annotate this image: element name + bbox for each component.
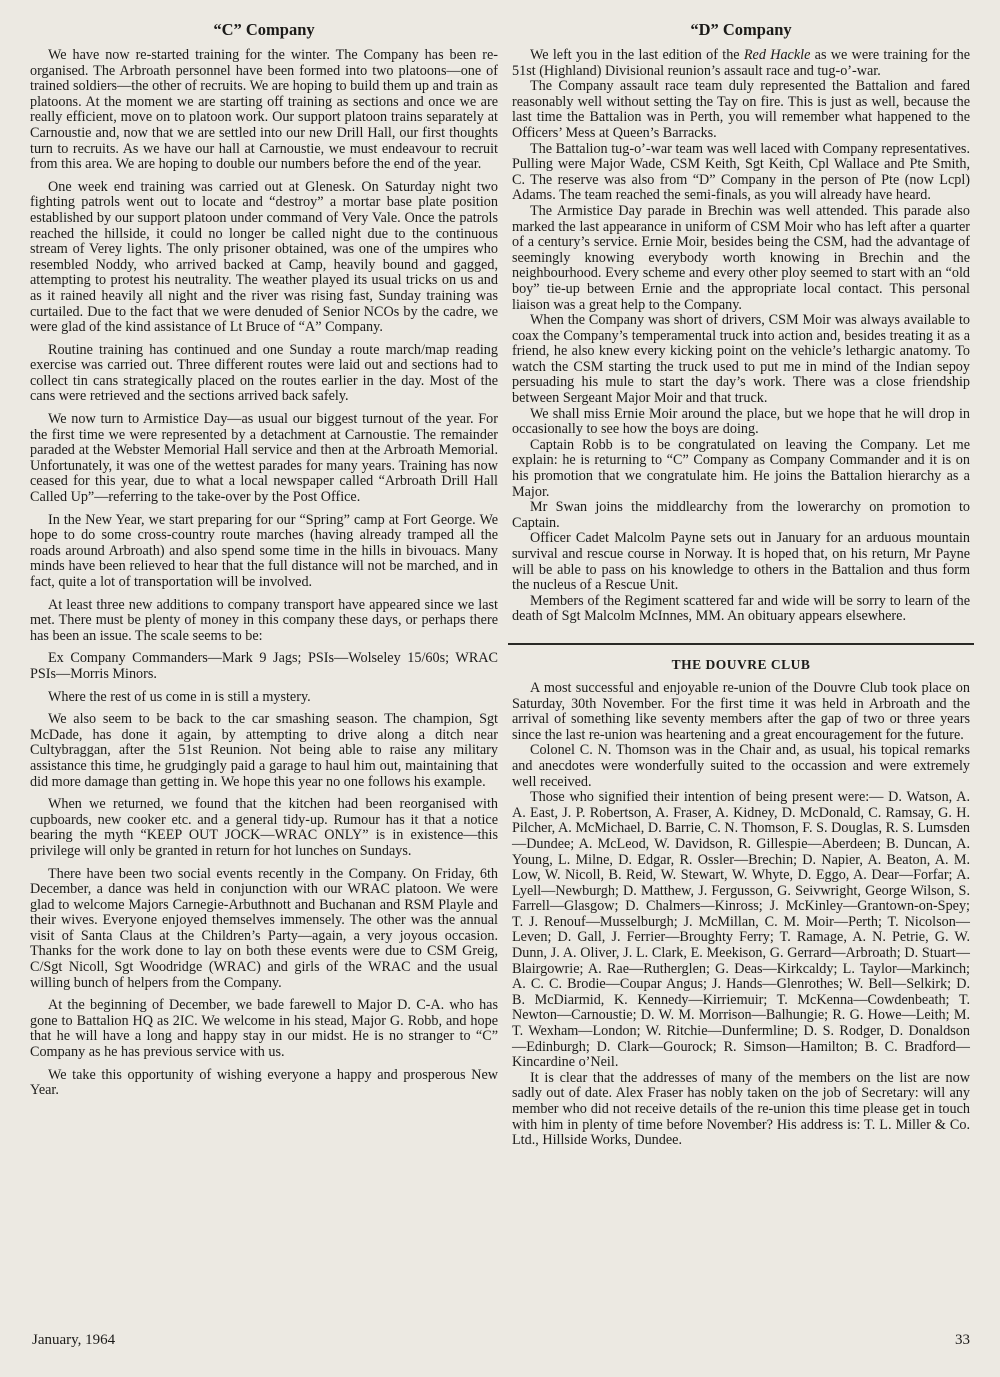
issue-date: January, 1964 (32, 1332, 116, 1348)
douvre-club-heading: THE DOUVRE CLUB (671, 656, 811, 672)
paragraph: Routine training has continued and one Sunday a route march/map reading exercise was carried out. Three different routes were laid out and sections had to collect tin cans strategically placed on the routes earlier in the day. Most of the cans were retrieved and the sections arrived back safely. (30, 341, 498, 405)
d-company-column (512, 20, 970, 1149)
paragraph: When we returned, we found that the kitchen had been reorganised with cupboards, new cooker etc. and a general tidy-up. Rumour has it that a notice bearing the myth “KEEP OUT JOCK—WRAC ONLY” is in existence—this privilege will only be granted in return for hot lunches on Sundays. (30, 796, 498, 859)
intro-text-end: as we were training for the 51st (Highland) Divisional reunion’s assault race and tug-o’-war. (512, 47, 970, 79)
paragraph: We shall miss Ernie Moir around the place, but we hope that he will drop in occasionally to see how the boys are doing. (512, 405, 970, 438)
paragraph: The Company assault race team duly represented the Battalion and fared reasonably well without setting the Tay on fire. This is just as well, because the last time the Battalion was in Perth, you will remember what happened to the Officers’ Mess at Queen’s Barracks. (512, 78, 970, 141)
paragraph: The Battalion tug-o’-war team was well laced with Company representatives. Pulling were Major Wade, CSM Keith, Sgt Keith, Cpl Wallace and Pte Smith, C. The reserve was also from “D” Company in the person of Pte (now Lcpl) Adams. The team reached the semi-finals, as you will already have heard. (512, 140, 970, 204)
paragraph: Mr Swan joins the middlearchy from the lowerarchy on promotion to Captain. (512, 499, 970, 531)
paragraph: We also seem to be back to the car smashing season. The champion, Sgt McDade, has done it again, by attempting to drive along a ditch near Cultybraggan, after the 51st Reunion. Not being able to raise any military assistance this time, he grudgingly paid a garage to haul him out, maintaining that did more damage than getting in. We hope this year no one follows his example. (30, 711, 498, 790)
page-number: 33 (955, 1332, 970, 1348)
paragraph: The Armistice Day parade in Brechin was well attended. This parade also marked the last appearance in uniform of CSM Moir who has left after a quarter of a century’s service. Ernie Moir, besides being the CSM, had the advantage of seemingly knowing everybody worth knowing in Brechin and the neighbourhood. Every scheme and every other ploy seemed to start with an “old boy” tie-up between Ernie and the appropriate local contact. This personal liaison was a great help to the Company. (512, 202, 970, 313)
paragraph: A most successful and enjoyable re-union of the Douvre Club took place on Saturday, 30th November. For the first time it was held in Arbroath and the arrival of something like seventy members after the gap of two or three years since the last re-union was heartening and a great encouragement for the future. (512, 679, 970, 743)
paragraph: Captain Robb is to be congratulated on leaving the Company. Let me explain: he is returning to “C” Company as Company Commander and it is on his promotion that we congratulate him. He joins the Battalion hierarchy as a Major. (512, 436, 970, 500)
attendee-list: Those who signified their intention of being present were:— D. Watson, A. A. East, J. P. Robertson, A. Fraser, A. Kidney, D. McDonald, C. Ramsay, G. H. Pilcher, A. McMichael, D. Barrie, C. N. Thomson, F. S. Douglas, R. S. Lumsden—Dundee; A. McLeod, W. Davidson, R. Gillespie—Aberdeen; B. Duncan, A. Young, L. Milne, D. Edgar, R. Ossler—Brechin; D. Napier, A. Beaton, A. M. Low, W. Nicoll, B. Reid, W. Stewart, W. Whyte, D. Eggo, A. Dear—Forfar; A. Lyell—Newburgh; D. Matthew, J. Fergusson, G. Seivwright, George Wilson, S. Farrell—Glasgow; D. Chalmers—Kinross; J. McKinley—Grantown-on-Spey; T. J. Renouf—Musselburgh; J. McMillan, C. M. Moir—Perth; T. Nicolson—Leven; D. Gall, J. Ferrier—Broughty Ferry; T. Ramage, A. N. Petrie, G. W. Dunn, J. A. Oliver, J. L. Clark, E. Meekison, G. Gerrard—Arbroath; D. Stuart—Blairgowrie; A. Rae—Rutherglen; G. Deas—Kirkcaldy; L. Taylor—Markinch; A. C. C. Brodie—Coupar Angus; J. Hands—Glenrothes; W. Bell—Selkirk; D. B. McDiarmid, K. Kennedy—Kirriemuir; T. McKenna—Cowdenbeath; T. Newton—Carnoustie; D. W. M. Morrison—Balhungie; R. G. Howe—Leith; M. T. Wexham—London; W. Ritchie—Dunfermline; D. S. Rodger, D. Donaldson—Edinburgh; D. Clark—Gourock; R. Simson—Hamilton; B. C. Bradford—Kincardine o’Neil. (512, 789, 970, 1071)
paragraph: Officer Cadet Malcolm Payne sets out in January for an arduous mountain survival and rescue course in Norway. It is hoped that, on his return, Mr Payne will be able to pass on his knowledge to others in the Battalion and thus form the nucleus of a Rescue Unit. (512, 530, 970, 594)
paragraph: We take this opportunity of wishing everyone a happy and prosperous New Year. (30, 1066, 498, 1099)
paragraph: In the New Year, we start preparing for our “Spring” camp at Fort George. We hope to do some cross-country route marches (having already tramped all the roads around Arbroath) and also spend some time in the hills in bivouacs. Many minds have been relieved to hear that the full distance will not be marched, and in fact, quite a lot of transportation will be involved. (30, 511, 498, 590)
paragraph: Colonel C. N. Thomson was in the Chair and, as usual, his topical remarks and anecdotes were wonderfully suited to the occassion and were extremely well received. (512, 742, 970, 790)
d-company-heading: “D” Company (690, 20, 792, 39)
paragraph: When the Company was short of drivers, CSM Moir was always available to coax the Company’s temperamental truck into action and, besides treating it as a friend, he also knew every kicking point on the vehicle’s lethargic anatomy. To watch the CSM starting the truck used to put me in mind of the Indian sepoy persuading his mule to start the day’s work. There was a close friendship between Sergeant Major Moir and that truck. (512, 312, 970, 407)
paragraph: Members of the Regiment scattered far and wide will be sorry to learn of the death of Sgt Malcolm McInnes, MM. An obituary appears elsewhere. (512, 592, 970, 625)
intro-paragraph (512, 48, 970, 79)
c-company-column (30, 20, 498, 1106)
paragraph: It is clear that the addresses of many of the members on the list are now sadly out of date. Alex Fraser has nobly taken on the job of Secretary: will any member who did not receive details of the re-union this time please get in touch with him in plenty of time before November? His address is: T. L. Miller & Co. Ltd., Hillside Works, Dundee. (512, 1069, 970, 1149)
paragraph: One week end training was carried out at Glenesk. On Saturday night two fighting patrols went out to locate and “destroy” a mortar base plate position established by our support platoon under command of Very Vale. Once the patrols reached the hillside, it could no longer be called night due to the continuous stream of Verey lights. The only prisoner obtained, was one of the umpires who resembled Noddy, who arrived backed at Camp, heavily bound and gagged, attempting to protest his neutrality. The weather played its usual tricks on us and as it rained heavily all night and the river was rising fast, Sunday training was curtailed. Due to the fact that we were denuded of Senior NCOs by the cadre, we were glad of the kind assistance of Lt Bruce of “A” Company. (30, 178, 498, 336)
paragraph: We now turn to Armistice Day—as usual our biggest turnout of the year. For the first time we were represented by a detachment at Carnoustie. The remainder paraded at the Webster Memorial Hall service and then at the Arbroath Memorial. Unfortunately, it was one of the wettest parades for many years. Training has now ceased for this year, due to what a local newspaper called “Arbroath Drill Hall Called Up”—referring to the take-over by the Post Office. (30, 411, 498, 506)
paragraph: We have now re-started training for the winter. The Company has been re-organised. The Arbroath personnel have been formed into two platoons—one of trained soldiers—the other of recruits. We are hoping to build them up and train as platoons. At the moment we are starting off training as sections and once we are really efficient, move on to platoon work. Our support platoon trains separately at Carnoustie and, now that we are settled into our new Drill Hall, our first thoughts turn to recruits. As we have our hall at Carnoustie, we must endeavour to recruit from this area. We are hoping to double our numbers before the end of the year. (30, 47, 498, 173)
paragraph: Where the rest of us come in is still a mystery. (48, 688, 311, 705)
paragraph: Ex Company Commanders—Mark 9 Jags; PSIs—Wolseley 15/60s; WRAC PSIs—Morris Minors. (30, 650, 498, 682)
paragraph: At the beginning of December, we bade farewell to Major D. C-A. who has gone to Battalion HQ as 2IC. We welcome in his stead, Major G. Robb, and hope that he will have a long and happy stay in our midst. He is no stranger to “C” Company as he has previous service with us. (30, 997, 498, 1061)
intro-text-start: We left you in the last edition of the (530, 47, 744, 63)
section-divider (508, 643, 974, 645)
c-company-heading: “C” Company (213, 20, 315, 39)
red-hackle-title: Red Hackle (743, 47, 811, 63)
paragraph: At least three new additions to company transport have appeared since we last met. There must be plenty of money in this company these days, or perhaps there has been an issue. The scale seems to be: (30, 596, 498, 644)
paragraph: There have been two social events recently in the Company. On Friday, 6th December, a dance was held in conjunction with our WRAC platoon. We were glad to welcome Majors Carnegie-Arbuthnott and Buchanan and RSM Playle and their wives. Everyone enjoyed themselves immensely. The other was the annual visit of Santa Claus at the Children’s Party—again, a very joyous occasion. Thanks for the work done to lay on both these events were due to CSM Greig, C/Sgt Nicoll, Sgt Woodridge (WRAC) and girls of the WRAC and the usual willing bunch of helpers from the Company. (30, 865, 498, 991)
